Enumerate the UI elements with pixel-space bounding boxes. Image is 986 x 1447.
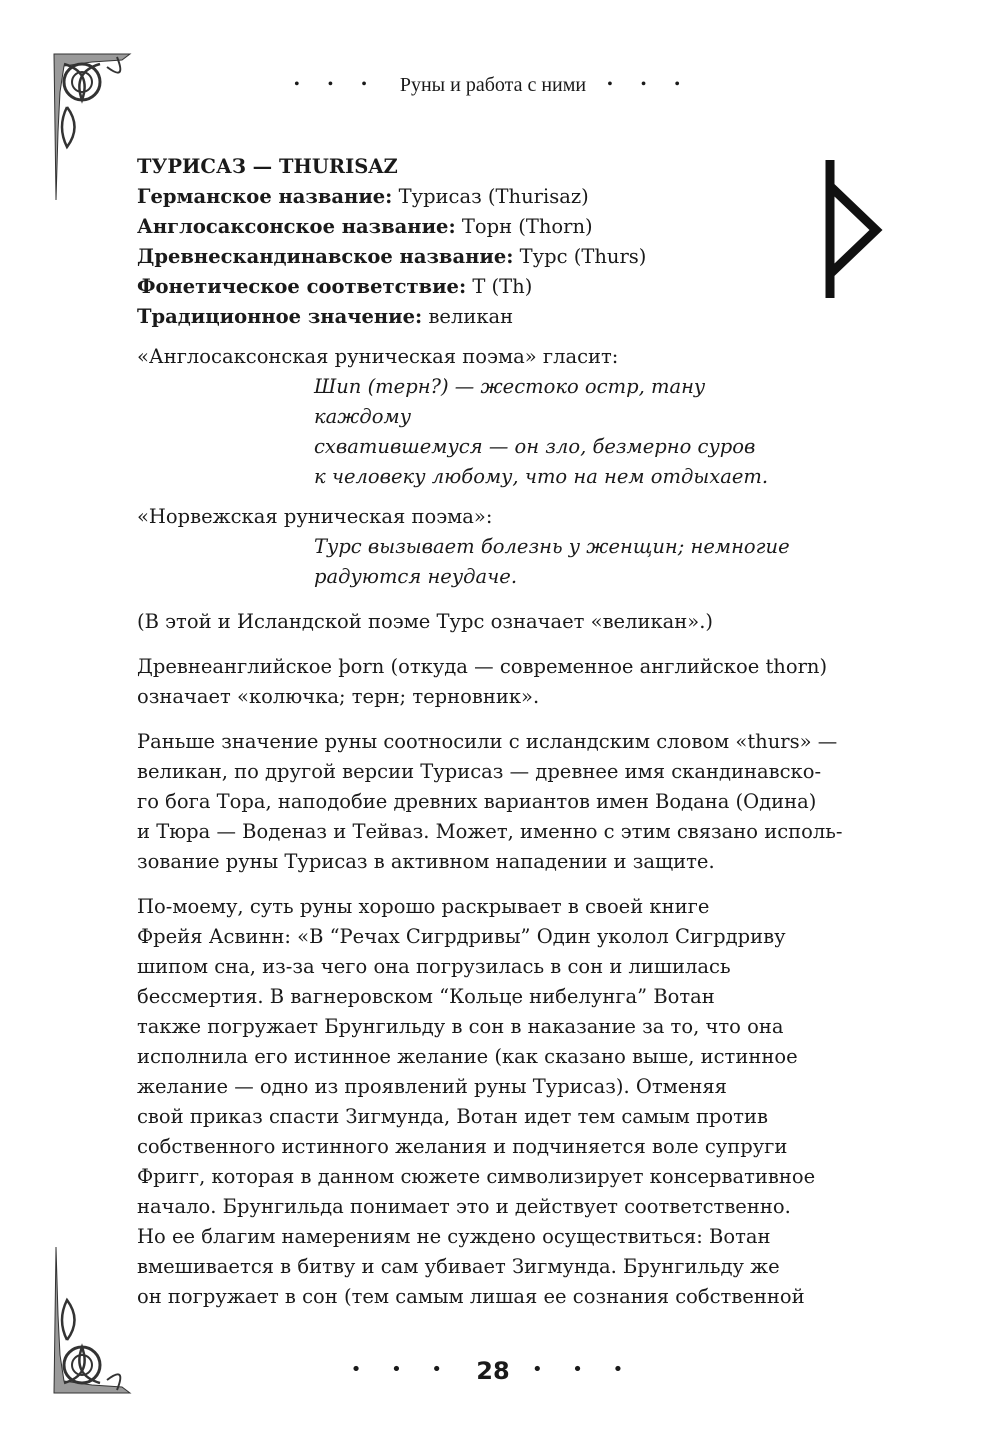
poem-line: схватившемуся — он зло, безмерно суров [314, 435, 756, 458]
poem1-intro: «Англосаксонская руническая поэма» гласит: [137, 345, 619, 368]
page-number: 28 [476, 1357, 510, 1385]
note-paragraph: (В этой и Исландской поэме Турс означает «великан».) [137, 610, 714, 633]
poem2-verse [314, 532, 877, 592]
poem-line: к человеку любому, что на нем отдыхает. [314, 465, 769, 488]
paragraph-interpretation: По-моему, суть руны хорошо раскрывает в своей книге Фрейя Асвинн: «В “Речах Сигрдривы” Один уколол Сигрдриву шипом сна, из-за чего она погрузилась в сон и лишилась бессмертия. В вагнеровском “Кольце нибелунга” Вотан также погружает Брунгильду в сон в наказание за то, что она исполнила его истинное желание (как сказано выше, истинное желание — одно из проявлений руны Турисаз). Отменяя свой приказ спасти Зигмунда, Вотан идет тем самым против собственного истинного желания и подчиняется воле супруги Фригг, которая в данном сюжете символизирует консервативное начало. Брунгильда понимает это и действует соответственно. Но ее благим намерениям не суждено осуществиться: Вотан вмешивается в битву и сам убивает Зигмунда. Брунгильду же он погружает в сон (тем самым лишая ее сознания собственной [137, 895, 816, 1308]
poem-line: каждому [314, 405, 412, 428]
attribute-meaning: Традиционное значение: великан [137, 305, 514, 328]
paragraph-meaning: Раньше значение руны соотносили с исландским словом «thurs» — великан, по другой версии Турисаз — древнее имя скандинавско- го бога Тора, наподобие древних вариантов имен Водана (Одина) и Тюра — Воденаз и Тейваз. Может, именно с этим связано исполь- зование руны Турисаз в активном нападении и защите. [137, 730, 843, 873]
footer-dots-right: • • • [531, 1359, 636, 1380]
poem-line: радуются неудаче. [314, 565, 518, 588]
rune-attributes [137, 182, 877, 332]
attribute-phonetic: Фонетическое соответствие: T (Th) [137, 275, 533, 298]
poem2-intro: «Норвежская руническая поэма»: [137, 505, 493, 528]
paragraph-etymology: Древнеанглийское þorn (откуда — современное английское thorn) означает «колючка; терн; терновник». [137, 655, 828, 708]
page-content [137, 152, 877, 1312]
poem-line: Турс вызывает болезнь у женщин; немногие [314, 535, 790, 558]
poem-line: Шип (терн?) — жестоко остр, тану [314, 375, 706, 398]
header-dots-left: • • • [294, 76, 379, 93]
running-head-title: Руны и работа с ними [399, 74, 587, 96]
poem1-verse [314, 372, 877, 492]
attribute-old-norse: Древнескандинавское название: Турс (Thurs) [137, 245, 647, 268]
attribute-germanic: Германское название: Турисаз (Thurisaz) [137, 185, 589, 208]
header-dots-right: • • • [607, 76, 692, 93]
section-heading: ТУРИСАЗ — THURISAZ [137, 155, 398, 178]
running-head [0, 70, 986, 100]
page-footer [0, 1350, 986, 1391]
footer-dots-left: • • • [350, 1359, 455, 1380]
attribute-anglo-saxon: Англосаксонское название: Торн (Thorn) [137, 215, 593, 238]
